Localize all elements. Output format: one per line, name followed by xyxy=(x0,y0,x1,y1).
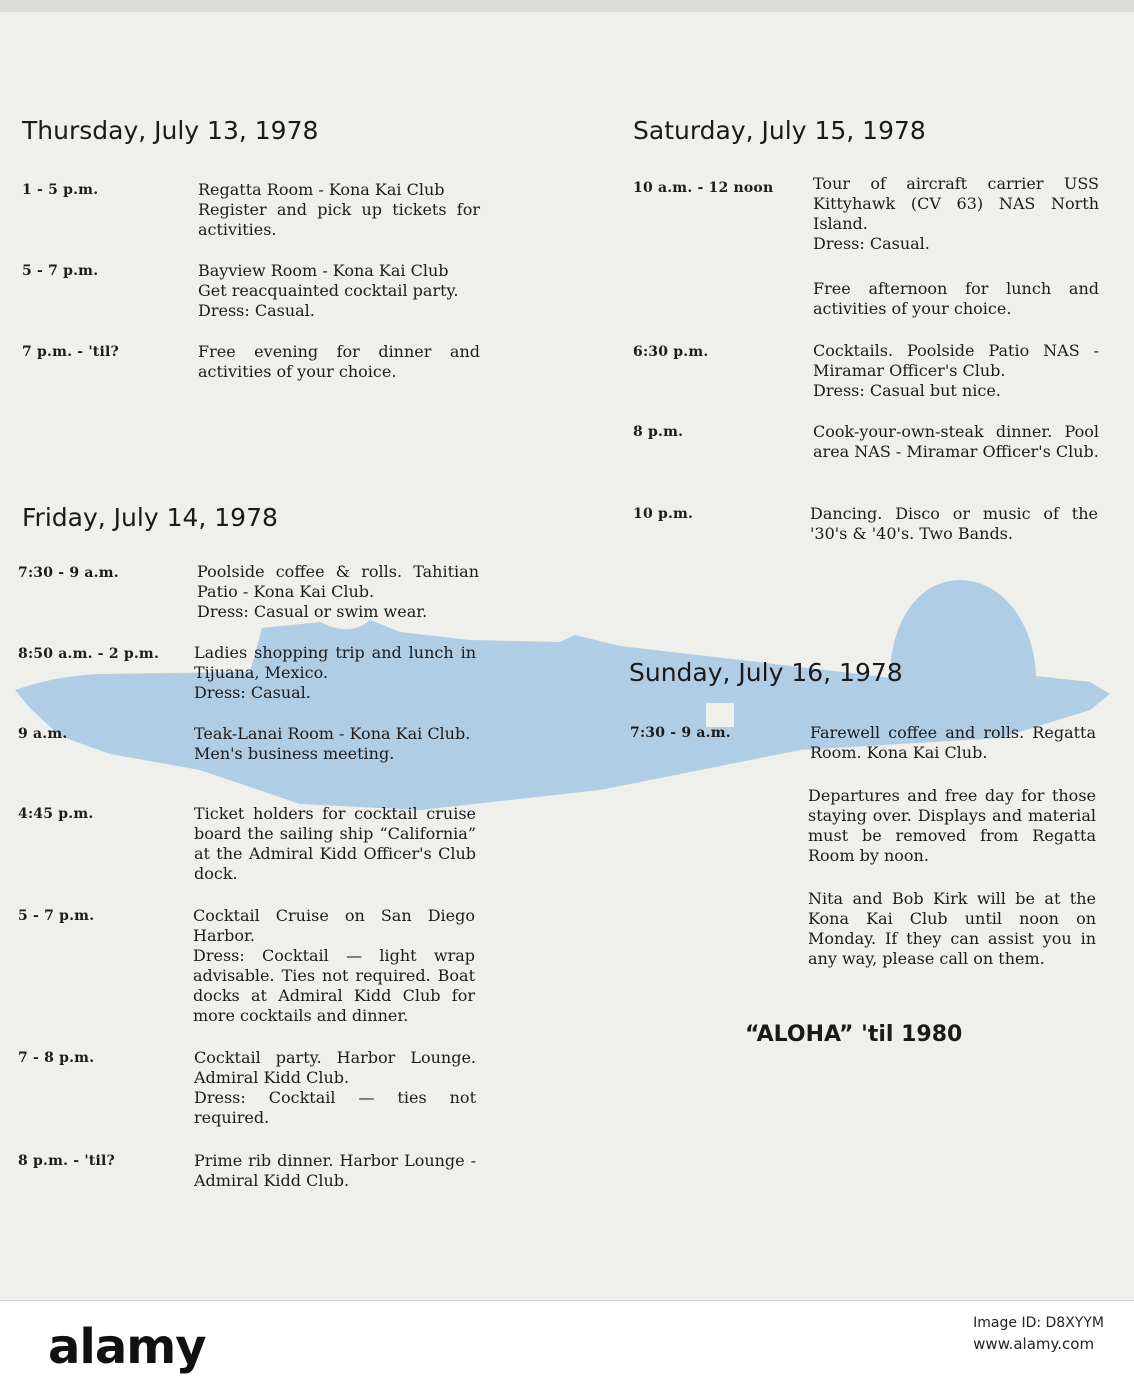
event-time: 5 - 7 p.m. xyxy=(18,908,95,924)
event-line: Poolside coffee & rolls. Tahitian Patio - Kona Kai Club. xyxy=(197,562,479,601)
event-line: Dress: Casual. xyxy=(813,234,930,253)
event-description xyxy=(194,724,476,764)
event-time: 8:50 a.m. - 2 p.m. xyxy=(18,646,160,662)
event-description xyxy=(193,906,475,1026)
event-line: Dress: Casual but nice. xyxy=(813,381,1001,400)
event-description xyxy=(810,504,1098,544)
footer-info xyxy=(973,1315,1104,1353)
closing-aloha: “ALOHA” 'til 1980 xyxy=(745,1022,963,1047)
brand-logo: alamy xyxy=(48,1319,206,1375)
event-line: Free evening for dinner and activities of your choice. xyxy=(198,342,480,381)
event-description xyxy=(813,279,1099,319)
event-line: Bayview Room - Kona Kai Club xyxy=(198,261,449,280)
event-description xyxy=(198,261,480,321)
event-description xyxy=(194,1151,476,1191)
blue-silhouette-graphic xyxy=(0,570,1134,820)
event-line: Teak-Lanai Room - Kona Kai Club. xyxy=(194,724,471,743)
event-time: 1 - 5 p.m. xyxy=(22,182,99,198)
event-description xyxy=(808,889,1096,969)
event-description xyxy=(194,804,476,884)
day-heading-friday: Friday, July 14, 1978 xyxy=(22,503,278,532)
event-line: Cook-your-own-steak dinner. Pool area NAS - Miramar Officer's Club. xyxy=(813,422,1099,461)
event-time: 10 p.m. xyxy=(633,506,694,522)
event-description xyxy=(808,786,1096,866)
event-time: 10 a.m. - 12 noon xyxy=(633,180,774,196)
event-time: 7:30 - 9 a.m. xyxy=(18,565,119,581)
event-line: Tour of aircraft carrier USS Kittyhawk (CV 63) NAS North Island. xyxy=(813,174,1099,233)
event-description xyxy=(194,643,476,703)
event-description xyxy=(194,1048,476,1128)
event-description xyxy=(810,723,1096,763)
event-line: Departures and free day for those staying over. Displays and material must be removed from Regatta Room by noon. xyxy=(808,786,1096,865)
event-description xyxy=(198,342,480,382)
day-heading-saturday: Saturday, July 15, 1978 xyxy=(633,116,926,145)
event-line: Dress: Casual. xyxy=(198,301,315,320)
event-line: Get reacquainted cocktail party. xyxy=(198,281,459,300)
event-line: Cocktail Cruise on San Diego Harbor. xyxy=(193,906,475,945)
event-line: Register and pick up tickets for activities. xyxy=(198,200,480,239)
site-url: www.alamy.com xyxy=(973,1335,1095,1353)
day-heading-sunday: Sunday, July 16, 1978 xyxy=(629,658,903,687)
event-line: Dress: Cocktail — light wrap advisable. Ties not required. Boat docks at Admiral Kidd Club for more cocktails and dinner. xyxy=(193,946,475,1025)
event-line: Dress: Cocktail — ties not required. xyxy=(194,1088,476,1127)
event-time: 8 p.m. - 'til? xyxy=(18,1153,115,1169)
event-line: Nita and Bob Kirk will be at the Kona Kai Club until noon on Monday. If they can assist you in any way, please call on them. xyxy=(808,889,1096,968)
event-line: Dress: Casual. xyxy=(194,683,311,702)
day-heading-thursday: Thursday, July 13, 1978 xyxy=(22,116,319,145)
event-time: 6:30 p.m. xyxy=(633,344,709,360)
event-description xyxy=(813,341,1099,401)
image-id-label: Image ID: D8XYYM xyxy=(973,1315,1104,1331)
stock-footer xyxy=(0,1300,1134,1391)
event-line: Cocktails. Poolside Patio NAS - Miramar Officer's Club. xyxy=(813,341,1099,380)
event-time: 9 a.m. xyxy=(18,726,68,742)
event-line: Free afternoon for lunch and activities of your choice. xyxy=(813,279,1099,318)
page-top-edge xyxy=(0,0,1134,12)
event-line: Ticket holders for cocktail cruise board the sailing ship “California” at the Admiral Kidd Officer's Club dock. xyxy=(194,804,476,883)
event-line: Ladies shopping trip and lunch in Tijuana, Mexico. xyxy=(194,643,476,682)
event-time: 5 - 7 p.m. xyxy=(22,263,99,279)
event-description xyxy=(198,180,480,240)
event-line: Cocktail party. Harbor Lounge. Admiral Kidd Club. xyxy=(194,1048,476,1087)
event-line: Dancing. Disco or music of the '30's & '40's. Two Bands. xyxy=(810,504,1098,543)
event-line: Regatta Room - Kona Kai Club xyxy=(198,180,445,199)
event-time: 7 p.m. - 'til? xyxy=(22,344,119,360)
event-description xyxy=(813,422,1099,462)
event-description xyxy=(197,562,479,622)
event-line: Prime rib dinner. Harbor Lounge - Admiral Kidd Club. xyxy=(194,1151,476,1190)
event-time: 7 - 8 p.m. xyxy=(18,1050,95,1066)
event-time: 4:45 p.m. xyxy=(18,806,94,822)
event-time: 8 p.m. xyxy=(633,424,684,440)
event-line: Dress: Casual or swim wear. xyxy=(197,602,428,621)
event-description xyxy=(813,174,1099,254)
event-line: Men's business meeting. xyxy=(194,744,395,763)
event-line: Farewell coffee and rolls. Regatta Room. Kona Kai Club. xyxy=(810,723,1096,762)
event-time: 7:30 - 9 a.m. xyxy=(630,725,731,741)
